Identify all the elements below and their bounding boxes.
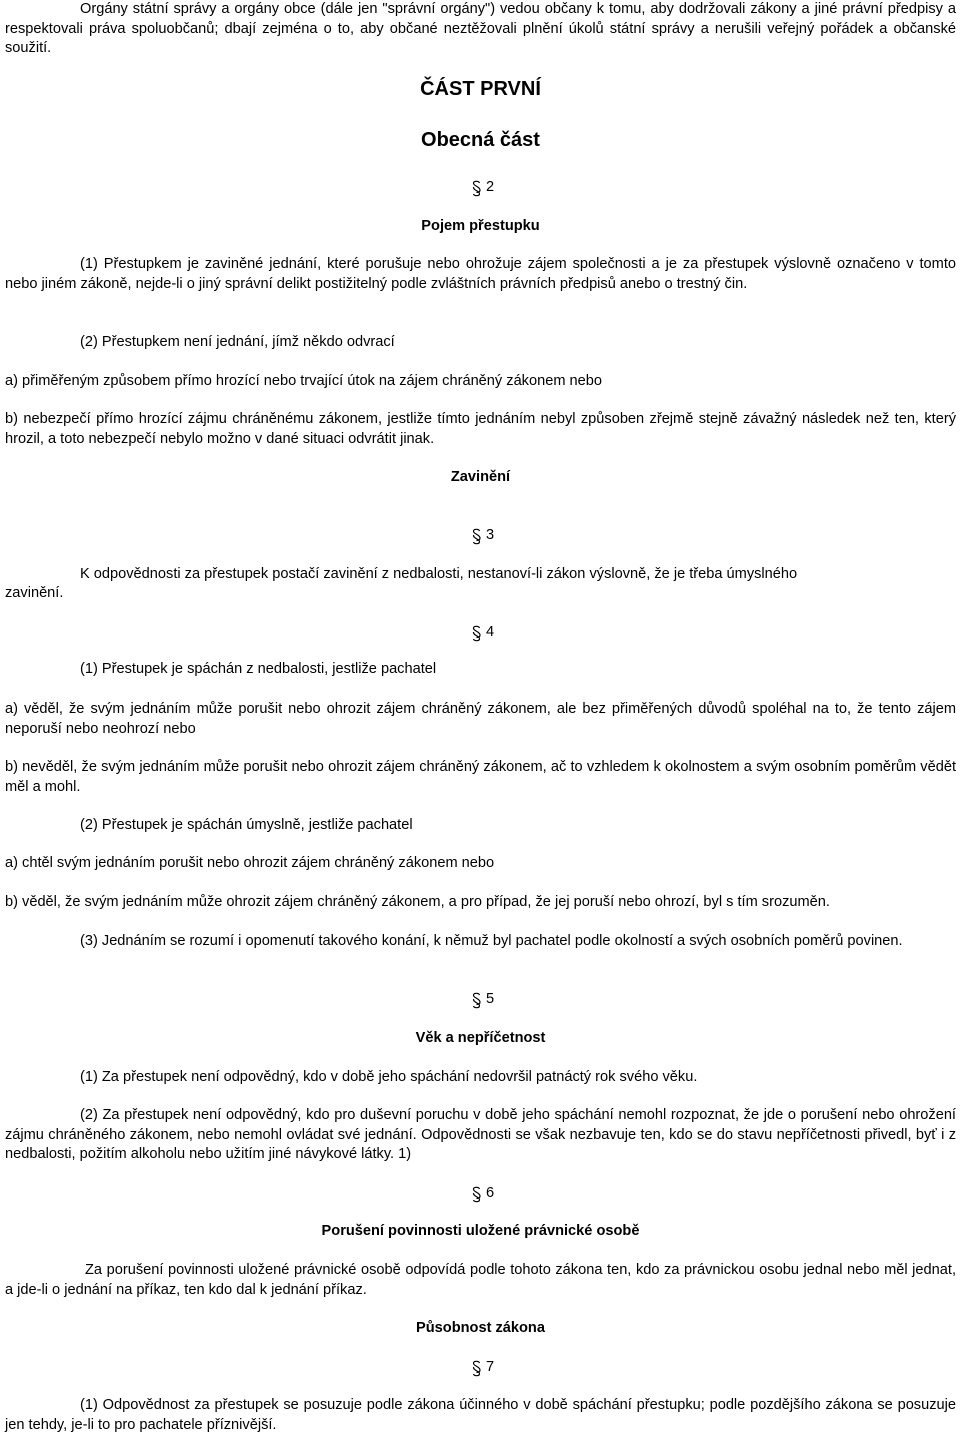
s4-paragraph-3: (3) Jednáním se rozumí i opomenutí takového konání, k němuž byl pachatel podle okolností a svých osobních poměrů povinen. xyxy=(80,933,903,949)
section-sign-icon xyxy=(471,1360,482,1377)
s4-p2-item-b: b) věděl, že svým jednáním může ohrozit zájem chráněný zákonem, a pro případ, že jej poruší nebo ohrozí, byl s tím srozuměn. xyxy=(5,894,830,910)
s5-paragraph-2: (2) Za přestupek není odpovědný, kdo pro duševní poruchu v době jeho spáchání nemohl rozpoznat, že jde o porušení nebo ohrožení zájmu chráněného zákonem, nebo nemohl ovládat své jednání. Odpovědnosti se však nezbavuje ten, kdo se do stavu nepříčetnosti přivedl, byť i z nedbalosti, požitím alkoholu nebo užitím jiné návykové látky. 1) xyxy=(5,1107,956,1162)
section-7-mark: 7 xyxy=(471,1358,494,1378)
s4-paragraph-1: (1) Přestupek je spáchán z nedbalosti, jestliže pachatel xyxy=(80,661,437,677)
section-sign-icon xyxy=(471,180,482,197)
s2-paragraph-1: (1) Přestupkem je zaviněné jednání, které porušuje nebo ohrožuje zájem společnosti a je za přestupek výslovně označeno v tomto nebo jiném zákoně, nejde-li o jiný správní delikt postižitelný podle zvláštních právních předpisů anebo o trestný čin. xyxy=(5,256,956,292)
section-6-mark: 6 xyxy=(471,1184,494,1204)
part-title: ČÁST PRVNÍ xyxy=(420,78,541,100)
section-sign-icon xyxy=(471,1186,482,1203)
section-sign-icon xyxy=(471,992,482,1009)
part-subtitle: Obecná část xyxy=(421,129,540,151)
s4-item-a: a) věděl, že svým jednáním může porušit nebo ohrozit zájem chráněný zákonem, ale bez přiměřených důvodů spoléhal na to, že tento zájem neporuší nebo neohrozí nebo xyxy=(5,701,956,737)
section-sign-icon xyxy=(471,528,482,545)
s2-paragraph-2: (2) Přestupkem není jednání, jímž někdo odvrací xyxy=(80,334,395,350)
subheading-zavineni: Zavinění xyxy=(450,469,511,485)
s7-paragraph-1: (1) Odpovědnost za přestupek se posuzuje podle zákona účinného v době spáchání přestupku; podle pozdějšího zákona se posuzuje jen tehdy, je-li to pro pachatele příznivější. xyxy=(5,1397,956,1433)
s2-item-b: b) nebezpečí přímo hrozící zájmu chráněnému zákonem, jestliže tímto jednáním nebyl způsoben zřejmě stejně závažný následek než ten, který hrozil, a toto nebezpečí nebylo možno v dané situaci odvrátit jinak. xyxy=(5,411,956,447)
section-4-mark: 4 xyxy=(471,623,494,643)
s4-paragraph-2: (2) Přestupek je spáchán úmyslně, jestliže pachatel xyxy=(80,817,413,833)
intro-paragraph: Orgány státní správy a orgány obce (dále jen "správní orgány") vedou občany k tomu, aby dodržovali zákony a jiné právní předpisy a respektovali práva spoluobčanů; dbají zejména o to, aby občané neztěžovali plnění úkolů státní správy a nerušili veřejný pořádek a občanské soužití. xyxy=(5,1,956,56)
s5-paragraph-1: (1) Za přestupek není odpovědný, kdo v době jeho spáchání nedovršil patnáctý rok svého věku. xyxy=(80,1069,698,1085)
section-2-mark: 2 xyxy=(471,178,494,198)
s4-item-b: b) nevěděl, že svým jednáním může porušit nebo ohrozit zájem chráněný zákonem, ač to vzhledem k okolnostem a svým osobním poměrům vědět měl a mohl. xyxy=(5,759,956,795)
section-sign-icon xyxy=(471,625,482,642)
section-2-heading: Pojem přestupku xyxy=(421,218,540,234)
s3-paragraph-1: K odpovědnosti za přestupek postačí zavinění z nedbalosti, nestanoví-li zákon výslovně, že je třeba úmyslného xyxy=(80,566,798,582)
s2-item-a: a) přiměřeným způsobem přímo hrozící nebo trvající útok na zájem chráněný zákonem nebo xyxy=(5,373,603,389)
s6-paragraph-1: Za porušení povinnosti uložené právnické osobě odpovídá podle tohoto zákona ten, kdo za právnickou osobu jednal nebo měl jednat, a jde-li o jednání na příkaz, ten kdo dal k jednání příkaz. xyxy=(5,1262,956,1298)
subheading-pusobnost: Působnost zákona xyxy=(416,1320,545,1336)
section-3-mark: 3 xyxy=(471,526,494,546)
section-5-mark: 5 xyxy=(471,990,494,1010)
s3-paragraph-1-tail: zavinění. xyxy=(5,585,64,601)
section-5-heading: Věk a nepříčetnost xyxy=(415,1030,546,1046)
s4-p2-item-a: a) chtěl svým jednáním porušit nebo ohrozit zájem chráněný zákonem nebo xyxy=(5,855,495,871)
section-6-heading: Porušení povinnosti uložené právnické osobě xyxy=(321,1223,640,1239)
